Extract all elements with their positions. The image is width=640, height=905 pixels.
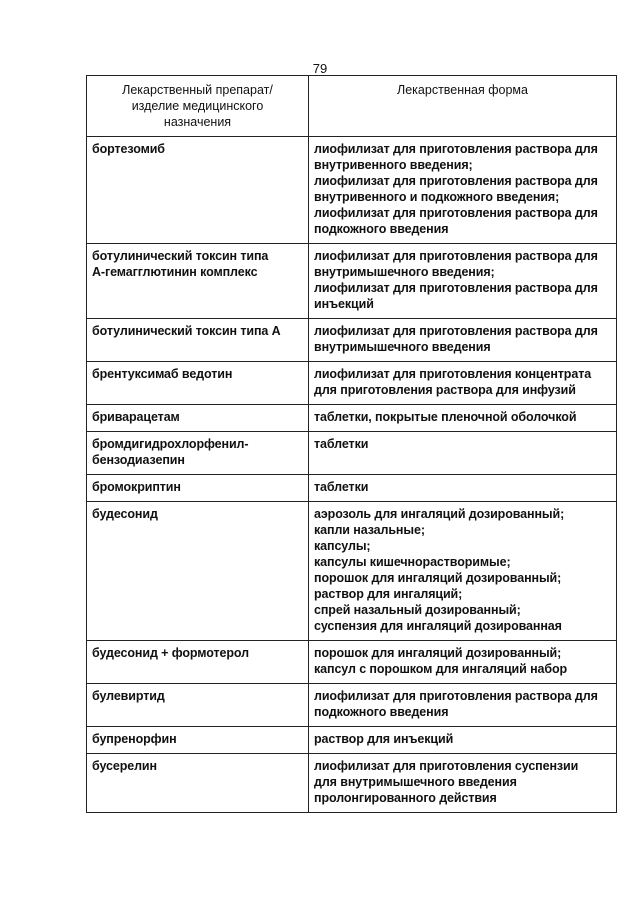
dosage-form-cell xyxy=(309,684,617,727)
drug-name-cell xyxy=(87,684,309,727)
drug-name-cell xyxy=(87,475,309,502)
drug-name-line: бусерелин xyxy=(92,759,157,773)
header-dosage-form: Лекарственная форма xyxy=(309,76,617,137)
table-row xyxy=(87,475,617,502)
dosage-form-cell xyxy=(309,362,617,405)
header-line: изделие медицинского xyxy=(131,99,264,113)
drug-name-line: бромокриптин xyxy=(92,480,181,494)
table-row xyxy=(87,432,617,475)
drug-name-cell xyxy=(87,405,309,432)
dosage-form-line: инъекций xyxy=(314,297,374,311)
table-row xyxy=(87,727,617,754)
drug-name-cell xyxy=(87,502,309,641)
table-row xyxy=(87,502,617,641)
dosage-form-line: капли назальные; xyxy=(314,523,425,537)
table-row xyxy=(87,137,617,244)
dosage-form-cell xyxy=(309,244,617,319)
dosage-form-line: лиофилизат для приготовления раствора для xyxy=(314,249,598,263)
dosage-form-cell xyxy=(309,137,617,244)
drug-name-line: бензодиазепин xyxy=(92,453,185,467)
dosage-form-line: аэрозоль для ингаляций дозированный; xyxy=(314,507,565,521)
drug-name-cell xyxy=(87,432,309,475)
header-drug-name xyxy=(87,76,309,137)
drug-name-line: булевиртид xyxy=(92,689,165,703)
dosage-form-line: лиофилизат для приготовления раствора для xyxy=(314,142,598,156)
table-row xyxy=(87,641,617,684)
drug-name-cell xyxy=(87,727,309,754)
drug-name-cell xyxy=(87,244,309,319)
table-header-row xyxy=(87,76,617,137)
dosage-form-line: подкожного введения xyxy=(314,705,449,719)
page-number: 79 xyxy=(312,61,328,76)
drug-name-cell xyxy=(87,362,309,405)
drug-name-line: ботулинический токсин типа xyxy=(92,249,269,263)
drug-name-line: А-гемагглютинин комплекс xyxy=(92,265,258,279)
drug-name-line: будесонид + формотерол xyxy=(92,646,249,660)
dosage-form-line: внутримышечного введения xyxy=(314,340,491,354)
dosage-form-line: капсул с порошком для ингаляций набор xyxy=(314,662,568,676)
dosage-form-cell xyxy=(309,754,617,813)
table-row xyxy=(87,319,617,362)
dosage-form-cell xyxy=(309,641,617,684)
dosage-form-cell xyxy=(309,727,617,754)
dosage-form-line: лиофилизат для приготовления раствора для xyxy=(314,324,598,338)
header-line: Лекарственный препарат/ xyxy=(122,83,273,97)
drug-name-line: брентуксимаб ведотин xyxy=(92,367,233,381)
dosage-form-line: лиофилизат для приготовления концентрата xyxy=(314,367,592,381)
header-line: назначения xyxy=(163,115,232,129)
table-row xyxy=(87,405,617,432)
drug-name-line: будесонид xyxy=(92,507,158,521)
dosage-form-cell xyxy=(309,319,617,362)
drug-name-line: бортезомиб xyxy=(92,142,165,156)
dosage-form-line: таблетки, покрытые пленочной оболочкой xyxy=(314,410,577,424)
dosage-form-cell xyxy=(309,405,617,432)
drug-name-line: бриварацетам xyxy=(92,410,180,424)
table-row xyxy=(87,754,617,813)
dosage-form-line: для внутримышечного введения xyxy=(314,775,517,789)
dosage-form-cell xyxy=(309,475,617,502)
dosage-form-line: порошок для ингаляций дозированный; xyxy=(314,571,562,585)
drug-name-cell xyxy=(87,319,309,362)
dosage-form-line: капсулы; xyxy=(314,539,371,553)
dosage-form-line: спрей назальный дозированный; xyxy=(314,603,521,617)
dosage-form-line: лиофилизат для приготовления суспензии xyxy=(314,759,579,773)
dosage-form-line: лиофилизат для приготовления раствора для xyxy=(314,174,598,188)
drug-name-cell xyxy=(87,641,309,684)
dosage-form-line: пролонгированного действия xyxy=(314,791,497,805)
drug-name-cell xyxy=(87,137,309,244)
dosage-form-line: лиофилизат для приготовления раствора для xyxy=(314,689,598,703)
dosage-form-line: суспензия для ингаляций дозированная xyxy=(314,619,562,633)
dosage-form-line: лиофилизат для приготовления раствора для xyxy=(314,206,598,220)
dosage-form-line: капсулы кишечнорастворимые; xyxy=(314,555,511,569)
dosage-form-cell xyxy=(309,502,617,641)
dosage-form-line: раствор для ингаляций; xyxy=(314,587,463,601)
table-row xyxy=(87,244,617,319)
dosage-form-line: внутривенного и подкожного введения; xyxy=(314,190,560,204)
dosage-form-line: таблетки xyxy=(314,437,369,451)
drug-name-line: бромдигидрохлорфенил- xyxy=(92,437,249,451)
drug-name-line: бупренорфин xyxy=(92,732,177,746)
table-row xyxy=(87,684,617,727)
dosage-form-line: для приготовления раствора для инфузий xyxy=(314,383,576,397)
dosage-form-line: таблетки xyxy=(314,480,369,494)
table-row xyxy=(87,362,617,405)
drug-table xyxy=(86,75,617,813)
dosage-form-line: раствор для инъекций xyxy=(314,732,454,746)
dosage-form-cell xyxy=(309,432,617,475)
dosage-form-line: внутривенного введения; xyxy=(314,158,473,172)
dosage-form-line: лиофилизат для приготовления раствора для xyxy=(314,281,598,295)
dosage-form-line: внутримышечного введения; xyxy=(314,265,495,279)
dosage-form-line: порошок для ингаляций дозированный; xyxy=(314,646,562,660)
drug-name-line: ботулинический токсин типа А xyxy=(92,324,281,338)
dosage-form-line: подкожного введения xyxy=(314,222,449,236)
drug-name-cell xyxy=(87,754,309,813)
